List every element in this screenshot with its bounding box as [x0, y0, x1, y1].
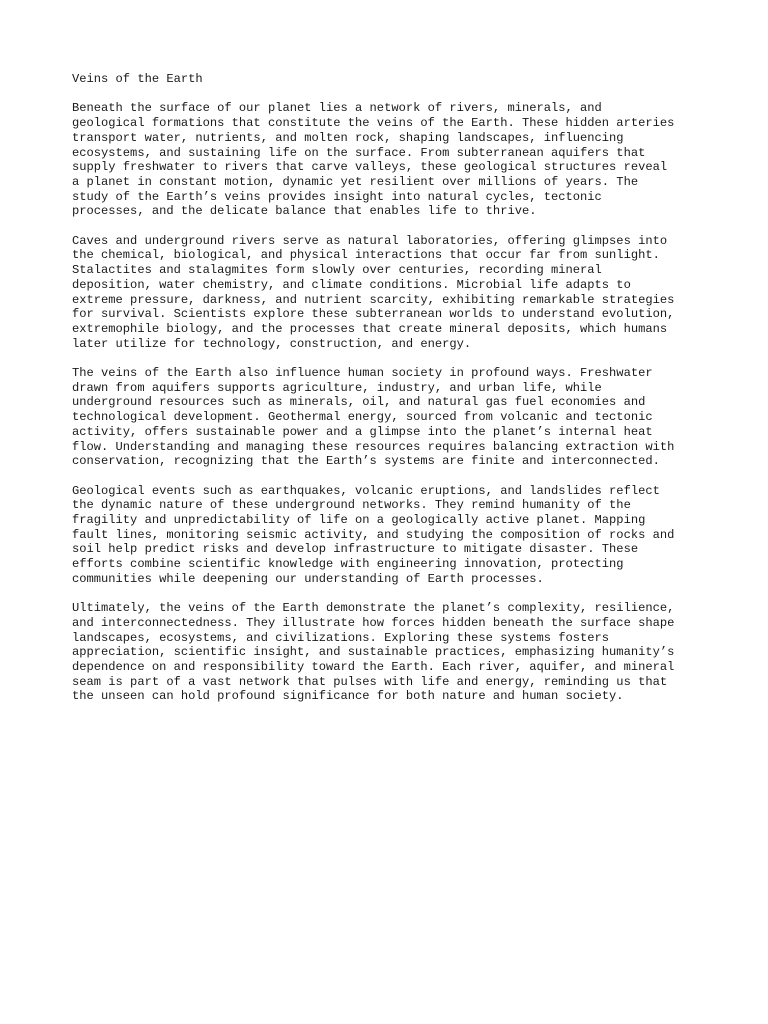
paragraph-line: Geological events such as earthquakes, volcanic eruptions, and landslides reflect — [72, 483, 660, 498]
paragraph-1 — [72, 101, 702, 219]
paragraph-line: landscapes, ecosystems, and civilizations. Exploring these systems fosters — [72, 630, 610, 645]
paragraph-line: the dynamic nature of these underground networks. They remind humanity of the — [72, 498, 631, 513]
paragraph-line: soil help predict risks and develop infrastructure to mitigate disaster. These — [72, 542, 639, 557]
paragraph-line: for survival. Scientists explore these subterranean worlds to understand evolution, — [72, 307, 675, 322]
paragraph-line: the chemical, biological, and physical interactions that occur far from sunlight. — [72, 248, 660, 263]
paragraph-line: dependence on and responsibility toward the Earth. Each river, aquifer, and mineral — [72, 660, 675, 675]
document-body — [72, 101, 702, 704]
paragraph-line: study of the Earth’s veins provides insight into natural cycles, tectonic — [72, 189, 602, 204]
paragraph-line: flow. Understanding and managing these resources requires balancing extraction with — [72, 439, 675, 454]
paragraph-line: Ultimately, the veins of the Earth demonstrate the planet’s complexity, resilience, — [72, 601, 675, 616]
paragraph-line: and interconnectedness. They illustrate how forces hidden beneath the surface shape — [72, 615, 675, 630]
document-title: Veins of the Earth — [72, 72, 203, 86]
paragraph-line: appreciation, scientific insight, and sustainable practices, emphasizing humanity’s — [72, 645, 675, 660]
paragraph-line: drawn from aquifers supports agriculture, industry, and urban life, while — [72, 380, 602, 395]
paragraph-2 — [72, 234, 702, 352]
paragraph-line: ecosystems, and sustaining life on the surface. From subterranean aquifers that — [72, 145, 646, 160]
paragraph-line: fault lines, monitoring seismic activity, and studying the composition of rocks and — [72, 527, 675, 542]
document-page — [72, 72, 702, 719]
paragraph-line: geological formations that constitute the veins of the Earth. These hidden arteries — [72, 116, 675, 131]
paragraph-line: fragility and unpredictability of life on a geologically active planet. Mapping — [72, 513, 646, 528]
paragraph-5 — [72, 601, 702, 704]
paragraph-line: underground resources such as minerals, oil, and natural gas fuel economies and — [72, 395, 646, 410]
paragraph-3 — [72, 366, 702, 469]
paragraph-line: a planet in constant motion, dynamic yet resilient over millions of years. The — [72, 174, 639, 189]
paragraph-line: Stalactites and stalagmites form slowly over centuries, recording mineral — [72, 263, 602, 278]
paragraph-line: activity, offers sustainable power and a glimpse into the planet’s internal heat — [72, 424, 653, 439]
paragraph-4 — [72, 484, 702, 587]
paragraph-line: conservation, recognizing that the Earth’s systems are finite and interconnected. — [72, 454, 660, 469]
paragraph-line: technological development. Geothermal energy, sourced from volcanic and tectonic — [72, 410, 653, 425]
paragraph-line: communities while deepening our understanding of Earth processes. — [72, 571, 544, 586]
paragraph-line: Beneath the surface of our planet lies a network of rivers, minerals, and — [72, 101, 602, 116]
paragraph-line: extreme pressure, darkness, and nutrient scarcity, exhibiting remarkable strategies — [72, 292, 675, 307]
paragraph-line: processes, and the delicate balance that enables life to thrive. — [72, 204, 537, 219]
paragraph-line: transport water, nutrients, and molten rock, shaping landscapes, influencing — [72, 130, 624, 145]
paragraph-line: seam is part of a vast network that pulses with life and energy, reminding us that — [72, 674, 668, 689]
paragraph-line: supply freshwater to rivers that carve valleys, these geological structures reveal — [72, 160, 668, 175]
paragraph-line: deposition, water chemistry, and climate conditions. Microbial life adapts to — [72, 277, 631, 292]
paragraph-line: later utilize for technology, construction, and energy. — [72, 336, 472, 351]
paragraph-line: The veins of the Earth also influence human society in profound ways. Freshwater — [72, 366, 653, 381]
paragraph-line: extremophile biology, and the processes that create mineral deposits, which humans — [72, 321, 668, 336]
paragraph-line: Caves and underground rivers serve as natural laboratories, offering glimpses into — [72, 233, 668, 248]
paragraph-line: the unseen can hold profound significance for both nature and human society. — [72, 689, 624, 704]
paragraph-line: efforts combine scientific knowledge with engineering innovation, protecting — [72, 557, 624, 572]
